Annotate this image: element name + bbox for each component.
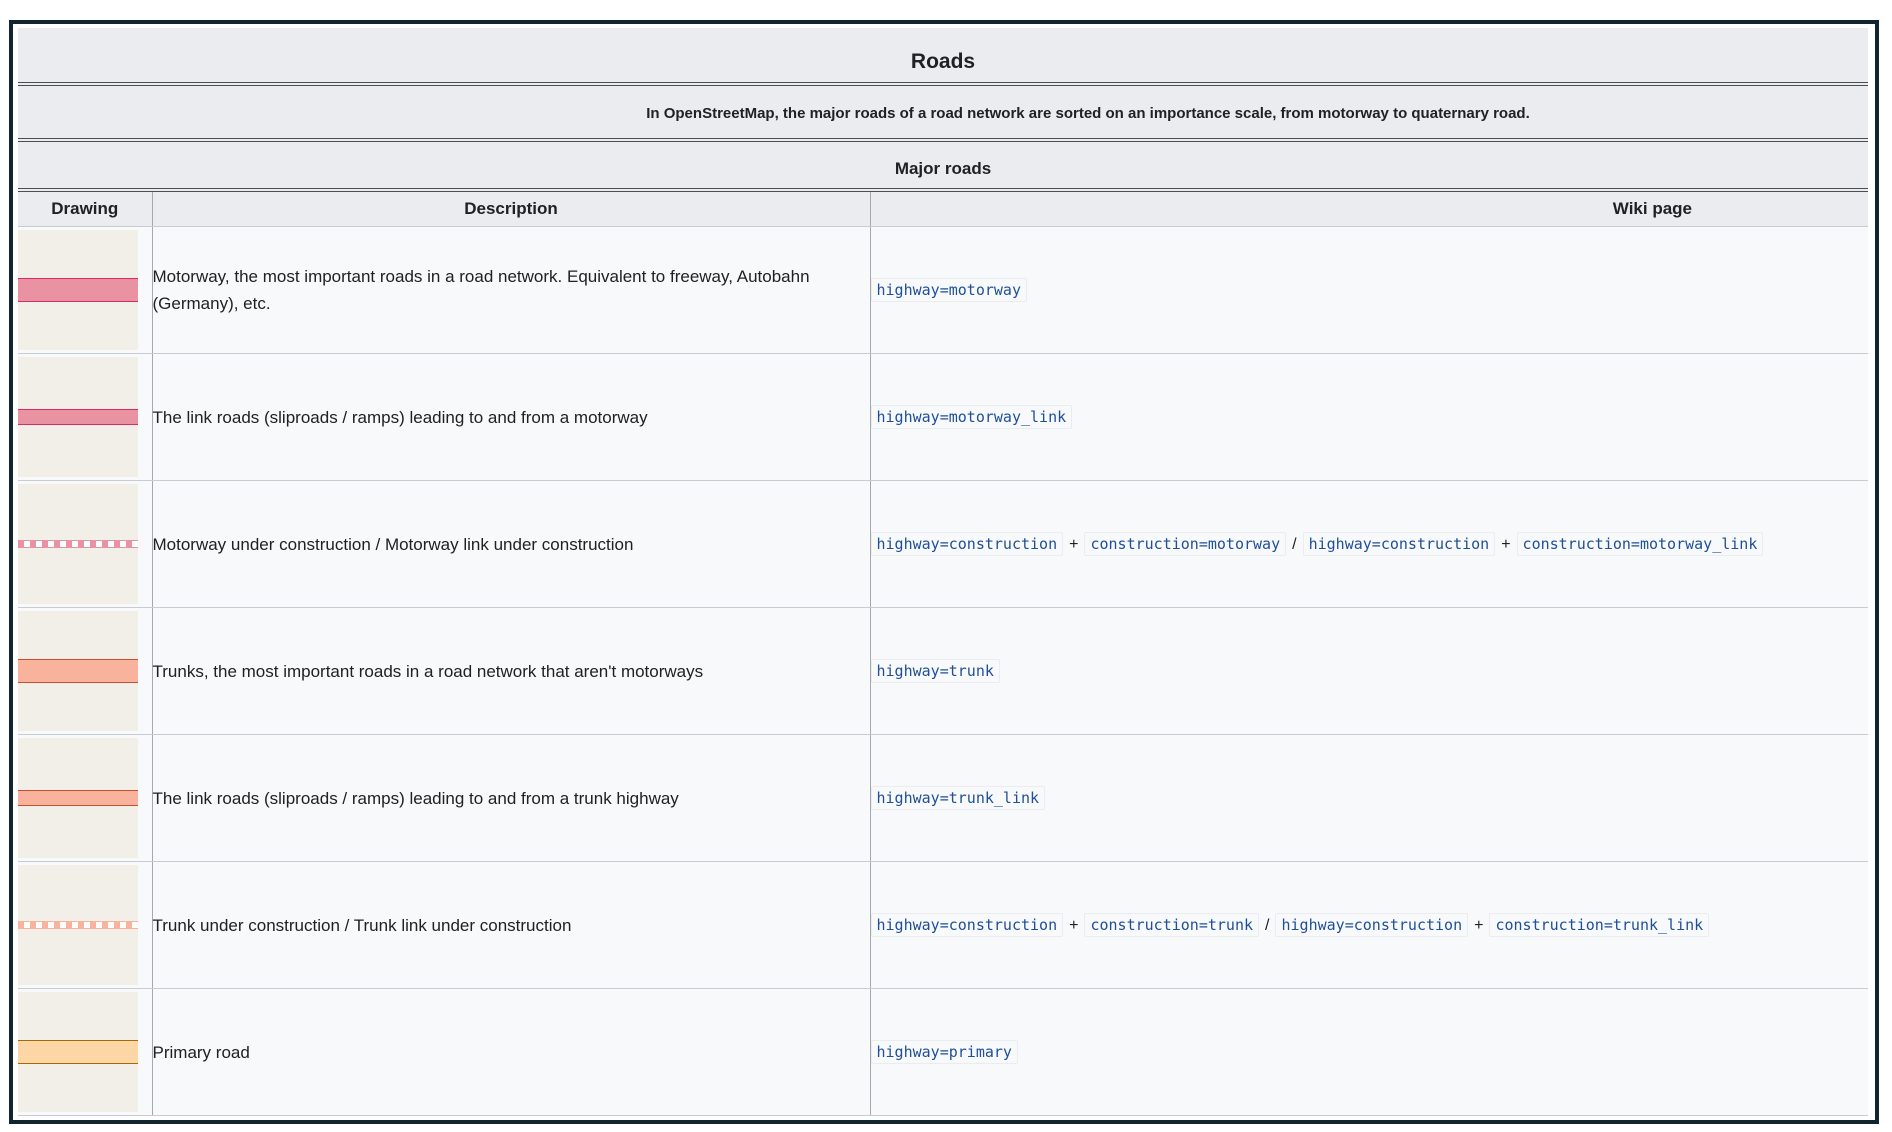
tag-value: trunk [948,662,994,680]
tag-list [871,1044,1018,1061]
tag-list [871,917,1710,934]
tag-value: motorway [1207,535,1281,553]
tag-value: motorway_link [948,408,1067,426]
description-cell: Motorway under construction / Motorway link under construction [152,481,870,608]
table-row [18,354,1868,481]
road-swatch [18,484,138,604]
tag-key: highway [1308,535,1372,553]
table-row [18,608,1868,735]
tag-value: construction [1353,916,1463,934]
road-swatch [18,865,138,985]
road-line [18,921,138,929]
table-row [18,227,1868,354]
road-swatch [18,738,138,858]
wiki-page-cell [870,862,1868,989]
tag-key: construction [1495,916,1604,934]
tag-key: construction [1090,916,1199,934]
tag-list [871,663,1000,680]
header-row [18,192,1868,227]
tag-link[interactable]: construction=trunk_link [1489,913,1709,937]
tag-key: highway [876,408,940,426]
road-line [18,1040,138,1064]
tag-separator: + [1474,917,1484,934]
major-roads-table [18,192,1868,1116]
road-line [18,659,138,683]
tag-list [871,790,1046,807]
road-line [18,409,138,425]
drawing-cell [18,989,152,1116]
section-heading: Major roads [18,142,1868,192]
tag-value: trunk_link [1612,916,1704,934]
tag-key: highway [876,281,940,299]
tag-value: construction [948,916,1058,934]
tag-value: motorway [948,281,1021,299]
tag-link[interactable]: highway=trunk_link [871,786,1046,810]
drawing-cell [18,735,152,862]
tag-separator: + [1069,536,1079,553]
tag-value: construction [948,535,1058,553]
tag-key: highway [1281,916,1345,934]
tag-separator: + [1501,536,1511,553]
wiki-page-cell [870,989,1868,1116]
tag-key: highway [876,535,940,553]
drawing-cell [18,481,152,608]
roads-table [18,28,1868,1116]
tag-list [871,536,1764,553]
road-line [18,278,138,302]
tag-list [871,282,1028,299]
tag-link[interactable]: highway=primary [871,1040,1018,1064]
wiki-page-cell [870,481,1868,608]
tag-value: primary [948,1043,1012,1061]
description-cell: The link roads (sliproads / ramps) leading to and from a motorway [152,354,870,481]
wiki-page-cell [870,608,1868,735]
road-swatch [18,230,138,350]
tag-link[interactable]: highway=construction [871,913,1064,937]
table-title: Roads [18,28,1868,86]
tag-link[interactable]: highway=construction [1275,913,1468,937]
tag-link[interactable]: highway=motorway [871,278,1028,302]
road-line [18,540,138,548]
tag-key: construction [1522,535,1631,553]
header-drawing: Drawing [18,192,152,227]
tag-link[interactable]: highway=construction [871,532,1064,556]
header-wiki-page: Wiki page [870,192,1868,227]
tag-link[interactable]: construction=trunk [1084,913,1259,937]
table-row [18,735,1868,862]
wiki-page-cell [870,227,1868,354]
tag-separator: + [1069,917,1079,934]
table-row [18,989,1868,1116]
header-description: Description [152,192,870,227]
table-row [18,862,1868,989]
tag-key: highway [876,789,940,807]
road-line [18,790,138,806]
intro-text: In OpenStreetMap, the major roads of a road network are sorted on an importance scale, from motorway to quaternary road. [646,105,1530,122]
tag-link[interactable]: construction=motorway_link [1517,532,1764,556]
drawing-cell [18,862,152,989]
road-swatch [18,357,138,477]
drawing-cell [18,354,152,481]
table-row [18,481,1868,608]
description-cell: Primary road [152,989,870,1116]
road-swatch [18,611,138,731]
tag-value: trunk [1207,916,1254,934]
drawing-cell [18,608,152,735]
table-intro [18,86,1868,142]
tag-key: highway [876,1043,940,1061]
description-cell: Trunks, the most important roads in a road network that aren't motorways [152,608,870,735]
tag-key: highway [876,662,940,680]
tag-link[interactable]: construction=motorway [1084,532,1286,556]
tag-list [871,409,1073,426]
tag-key: highway [876,916,940,934]
roads-table-frame [9,20,1879,1124]
tag-link[interactable]: highway=trunk [871,659,1000,683]
description-cell: Trunk under construction / Trunk link under construction [152,862,870,989]
drawing-cell [18,227,152,354]
road-swatch [18,992,138,1112]
description-cell: The link roads (sliproads / ramps) leading to and from a trunk highway [152,735,870,862]
tag-link[interactable]: highway=motorway_link [871,405,1073,429]
wiki-page-cell [870,735,1868,862]
tag-value: construction [1380,535,1490,553]
tag-key: construction [1090,535,1199,553]
tag-link[interactable]: highway=construction [1303,532,1496,556]
description-cell: Motorway, the most important roads in a road network. Equivalent to freeway, Autobahn (Germany), etc. [152,227,870,354]
wiki-page-cell [870,354,1868,481]
table-body [18,227,1868,1116]
tag-separator: / [1292,536,1297,553]
tag-separator: / [1265,917,1270,934]
tag-value: motorway_link [1639,535,1758,553]
tag-value: trunk_link [948,789,1040,807]
